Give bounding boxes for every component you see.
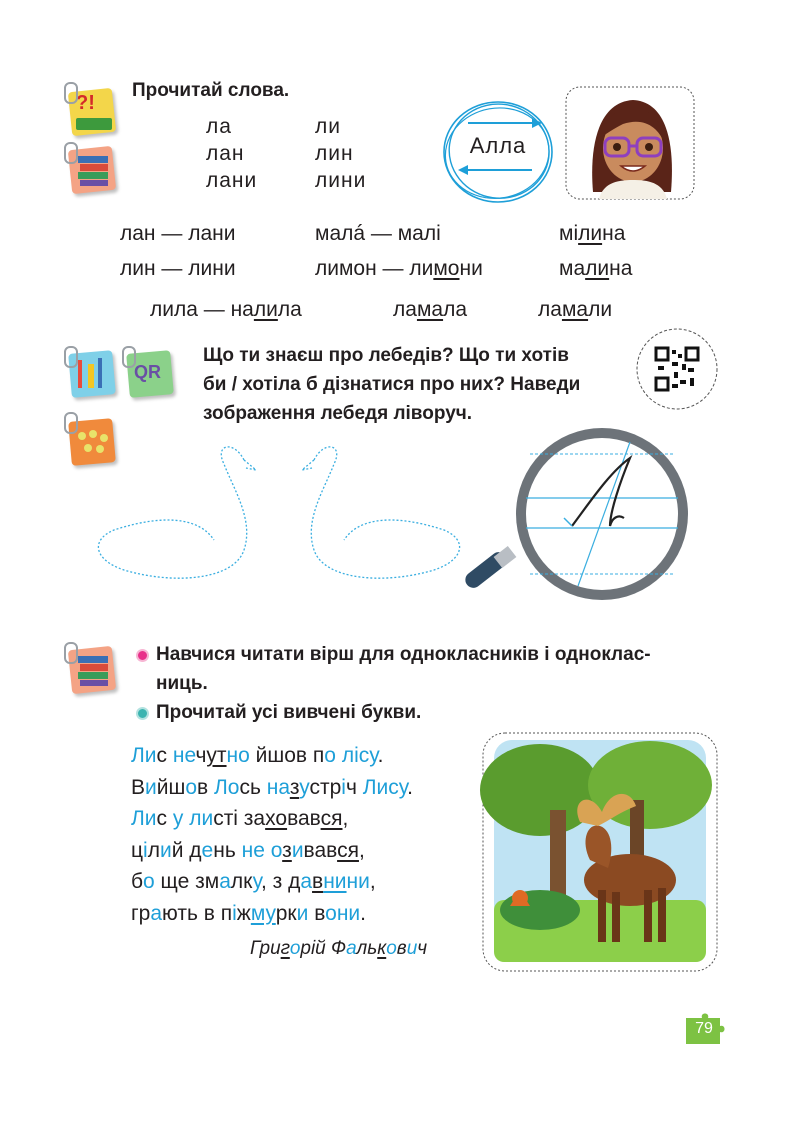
poem-line-5: бо ще змалку, з давнини, xyxy=(131,870,376,893)
word-row-3 xyxy=(150,298,690,326)
word-row-2 xyxy=(120,257,680,285)
books-note-icon xyxy=(62,142,124,202)
question-text xyxy=(203,341,623,428)
qr-note-label: QR xyxy=(134,362,161,382)
question-line: зображення лебедя ліворуч. xyxy=(203,403,473,424)
attention-note-icon: ?! xyxy=(62,82,124,142)
moose-illustration xyxy=(480,730,720,974)
word-pair: малá — малі xyxy=(315,222,441,245)
syllable: лани xyxy=(206,169,258,192)
question-line: би / хотіла б дізнатися про них? Наведи xyxy=(203,374,581,395)
syllable: лин xyxy=(315,142,354,165)
syllable: лини xyxy=(315,169,367,192)
poem-line-6: грають в піжмурки вони. xyxy=(131,901,366,925)
teal-bullet-icon xyxy=(136,707,149,720)
syllable-column-right xyxy=(315,113,366,194)
swan-tracing-icon xyxy=(84,440,474,590)
forest-moose-fox-icon xyxy=(480,730,720,974)
poem-author: Григорій Фалькович xyxy=(250,938,428,959)
word: мілина xyxy=(559,222,626,245)
qr-code[interactable] xyxy=(634,326,720,412)
word-row-1 xyxy=(120,222,680,250)
poem-line-1: Лис нечутно йшов по лісу. xyxy=(131,744,384,767)
qr-note-icon[interactable] xyxy=(122,346,182,402)
page-number-badge xyxy=(682,1010,732,1048)
syllable: ла xyxy=(206,115,232,138)
page-number: 79 xyxy=(695,1020,713,1037)
word-pair: лимон — лимони xyxy=(315,257,483,280)
section1-heading: Прочитай слова. xyxy=(132,80,290,101)
swan-outlines xyxy=(84,440,474,590)
syllable-column-left xyxy=(206,113,257,194)
word-pair: лин — лини xyxy=(120,257,236,280)
word: ламали xyxy=(538,298,613,321)
poem-line-4: цілий день не озивався, xyxy=(131,838,365,862)
poem xyxy=(131,740,471,929)
word: ламала xyxy=(393,298,467,321)
task-item-2: Прочитай усі вивчені букви. xyxy=(136,698,756,727)
task-list xyxy=(136,640,756,727)
syllable: ли xyxy=(315,115,341,138)
poem-line-3: Лис у листі заховався, xyxy=(131,807,349,830)
syllable: лан xyxy=(206,142,245,165)
magnifier-letter-icon xyxy=(460,422,700,608)
magnifier xyxy=(460,422,700,608)
word-pair: лила — налила xyxy=(150,298,302,321)
question-line: Що ти знаєш про лебедів? Що ти хотів xyxy=(203,345,569,366)
poem-line-2: Вийшов Лось назустріч Лису. xyxy=(131,775,414,799)
task-item-1: Навчися читати вірш для однокласників і одноклас- ниць. xyxy=(136,640,756,698)
books-note-icon-2 xyxy=(62,642,124,702)
qr-code-icon xyxy=(634,326,720,412)
pink-bullet-icon xyxy=(136,649,149,662)
girl-portrait xyxy=(563,84,697,202)
word: малина xyxy=(559,257,633,280)
name-circle xyxy=(438,96,558,208)
art-note-icon xyxy=(62,346,122,402)
name-tag: Алла xyxy=(469,133,527,158)
word-pair: лан — лани xyxy=(120,222,236,245)
girl-avatar-icon xyxy=(563,84,697,202)
